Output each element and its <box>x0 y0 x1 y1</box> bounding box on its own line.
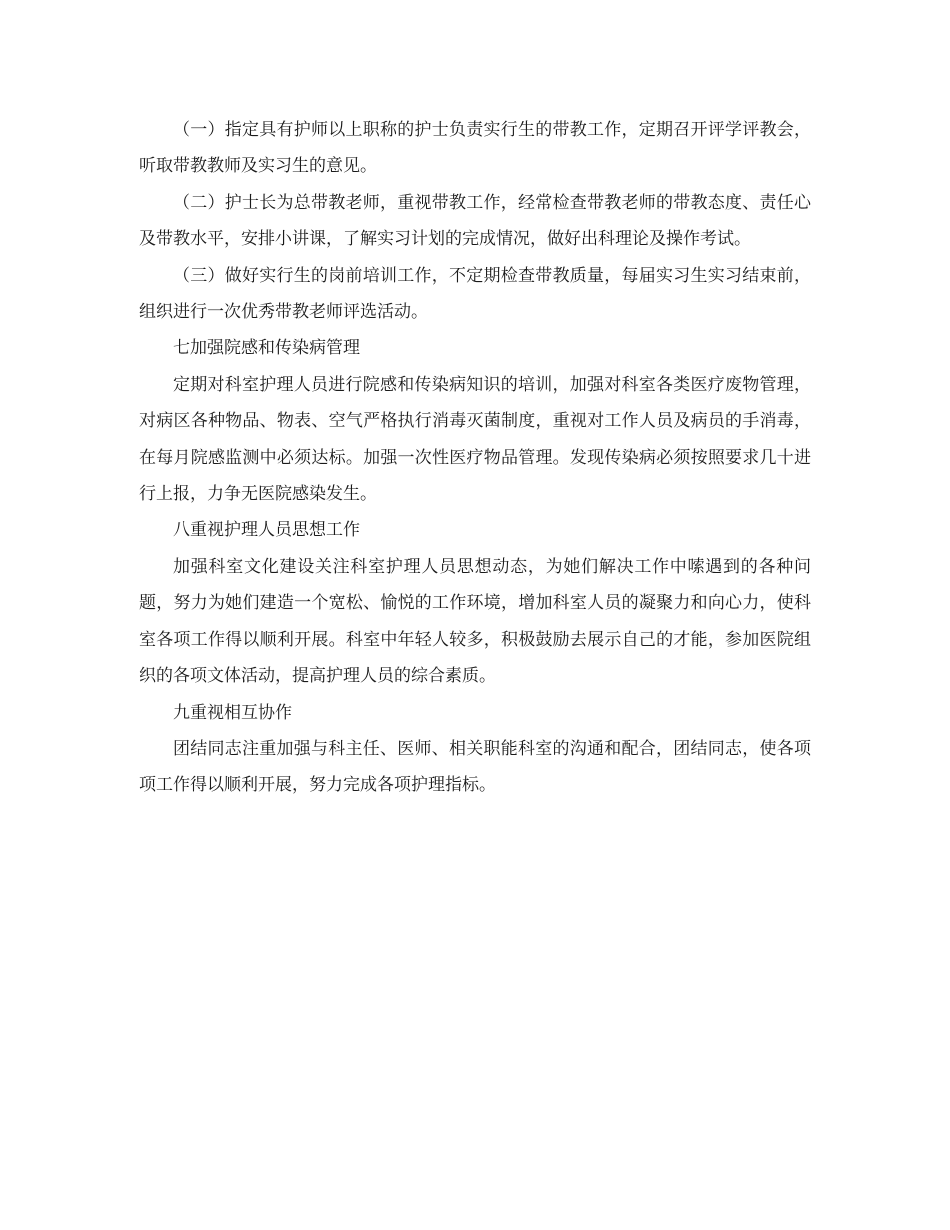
section-heading-cooperation: 九重视相互协作 <box>173 702 292 723</box>
section-heading-staff-morale: 八重视护理人员思想工作 <box>173 520 360 541</box>
section-heading-infection-control: 七加强院感和传染病管理 <box>173 338 360 359</box>
document-body <box>139 112 811 804</box>
paragraph-cooperation: 团结同志注重加强与科主任、医师、相关职能科室的沟通和配合，团结同志，使各项项工作得以顺利开展，努力完成各项护理指标。 <box>139 738 811 796</box>
paragraph-pre-job-training: （三）做好实行生的岗前培训工作，不定期检查带教质量，每届实习生实习结束前，组织进行一次优秀带教老师评选活动。 <box>139 265 811 323</box>
paragraph-teaching-assignment: （一）指定具有护师以上职称的护士负责实行生的带教工作，定期召开评学评教会，听取带教教师及实习生的意见。 <box>139 120 811 177</box>
paragraph-infection-control: 定期对科室护理人员进行院感和传染病知识的培训，加强对科室各类医疗废物管理，对病区各种物品、物表、空气严格执行消毒灭菌制度，重视对工作人员及病员的手消毒，在每月院感监测中必须达标。加强一次性医疗物品管理。发现传染病必须按照要求几十进行上报，力争无医院感染发生。 <box>139 374 811 505</box>
paragraph-staff-morale: 加强科室文化建设关注科室护理人员思想动态，为她们解决工作中嗦遇到的各种问题，努力为她们建造一个宽松、愉悦的工作环境，增加科室人员的凝聚力和向心力，使科室各项工作得以顺利开展。科室中年轻人较多，积极鼓励去展示自己的才能，参加医院组织的各项文体活动，提高护理人员的综合素质。 <box>139 556 811 687</box>
paragraph-head-nurse-teaching: （二）护士长为总带教老师，重视带教工作，经常检查带教老师的带教态度、责任心及带教水平，安排小讲课，了解实习计划的完成情况，做好出科理论及操作考试。 <box>139 192 811 250</box>
